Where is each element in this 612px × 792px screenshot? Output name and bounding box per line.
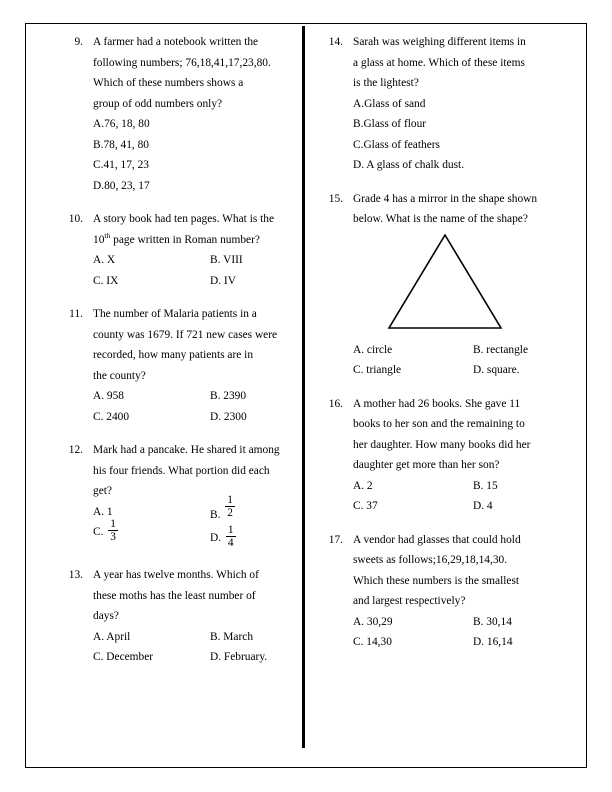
question-body: [93, 209, 295, 291]
option-row: [353, 612, 577, 633]
option-list: [93, 627, 295, 668]
question-number: 9.: [74, 36, 83, 48]
stem-line: books to her son and the remaining to: [353, 418, 525, 430]
option-row: [93, 407, 295, 428]
option-b[interactable]: B. 2390: [210, 390, 247, 402]
option-b[interactable]: B.Glass of flour: [353, 118, 427, 130]
option-list: [353, 476, 577, 517]
option-c[interactable]: C. 37: [353, 500, 378, 512]
fraction-numerator: 1: [110, 518, 116, 530]
stem-line: these moths has the least number of: [93, 589, 256, 602]
stem-line: daughter get more than her son?: [353, 459, 500, 471]
question-body: [353, 394, 577, 517]
question-stem: [93, 440, 295, 502]
question-15: [315, 189, 577, 381]
stem-line: A farmer had a notebook written the: [93, 36, 259, 48]
fraction-numerator: 1: [227, 493, 233, 506]
question-number: 10.: [68, 213, 83, 225]
stem-line: A year has twelve months. Which of: [93, 569, 259, 581]
option-b[interactable]: B.78, 41, 80: [93, 138, 150, 151]
question-stem: [93, 209, 295, 250]
question-body: [93, 440, 295, 552]
question-number: 11.: [69, 308, 83, 320]
option-b[interactable]: B. 15: [473, 479, 498, 492]
option-d[interactable]: D. 2300: [210, 410, 247, 423]
option-a[interactable]: A. circle: [353, 343, 393, 356]
question-12: [55, 440, 295, 552]
question-10: [55, 209, 295, 291]
question-13: [55, 565, 295, 668]
option-d[interactable]: D. square.: [473, 364, 520, 376]
option-list: [353, 94, 577, 176]
stem-line: Which these numbers is the smallest: [353, 574, 520, 587]
question-body: [353, 530, 577, 653]
option-d[interactable]: D. 4: [473, 500, 493, 512]
stem-line: Mark had a pancake. He shared it among: [93, 444, 280, 456]
stem-line: and largest respectively?: [353, 595, 466, 607]
ordinal-superscript: th: [104, 230, 111, 240]
right-question-column: [315, 32, 577, 666]
option-b[interactable]: B. $\frac{1}{2}$: [210, 493, 233, 521]
option-row: [353, 476, 577, 497]
stem-line: recorded, how many patients are in: [93, 349, 254, 361]
stem-line: following numbers; 76,18,41,17,23,80.: [93, 56, 271, 69]
stem-line: his four friends. What portion did each: [93, 464, 270, 477]
option-c[interactable]: C. 2400: [93, 410, 130, 423]
triangle-shape: [375, 232, 565, 336]
stem-line: The number of Malaria patients in a: [93, 308, 257, 320]
option-list: [93, 493, 295, 553]
option-list: [93, 250, 295, 291]
option-row: [93, 627, 295, 648]
question-body: [93, 565, 295, 668]
question-stem: [93, 565, 295, 627]
option-b[interactable]: B. 30,14: [473, 615, 512, 628]
option-a[interactable]: A. 958: [93, 390, 125, 402]
stem-line: Sarah was weighing different items in: [353, 36, 526, 48]
stem-line: county was 1679. If 721 new cases were: [93, 328, 278, 341]
fraction: [226, 524, 236, 550]
option-d[interactable]: D. 16,14: [473, 636, 513, 648]
stem-line: Grade 4 has a mirror in the shape shown: [353, 192, 538, 205]
option-c[interactable]: C.41, 17, 23: [93, 159, 150, 171]
stem-line: days?: [93, 610, 119, 622]
option-row: [93, 647, 295, 668]
option-d[interactable]: D.80, 23, 17: [93, 179, 150, 192]
option-b[interactable]: B. March: [210, 630, 254, 643]
question-number: 13.: [68, 569, 83, 581]
question-body: [353, 189, 577, 381]
question-17: [315, 530, 577, 653]
option-a[interactable]: A. April: [93, 630, 131, 643]
fraction-denominator: 4: [227, 537, 234, 550]
question-stem: [93, 304, 295, 386]
fraction-denominator: 2: [227, 506, 233, 519]
option-d[interactable]: D. A glass of chalk dust.: [353, 159, 465, 171]
question-14: [315, 32, 577, 176]
question-stem: [353, 394, 577, 476]
option-row: [93, 271, 295, 292]
option-a[interactable]: A.Glass of sand: [353, 97, 426, 110]
question-number: 12.: [68, 444, 83, 456]
question-number: 15.: [328, 192, 343, 205]
stem-line: get?: [93, 485, 112, 497]
option-a[interactable]: A.76, 18, 80: [93, 118, 150, 130]
triangle-figure: [353, 232, 577, 336]
question-11: [55, 304, 295, 427]
option-d[interactable]: D. February.: [210, 651, 268, 663]
stem-line: 10th page written in Roman number?: [93, 230, 260, 246]
stem-line: is the lightest?: [353, 77, 419, 89]
option-row: [93, 386, 295, 407]
stem-line: a glass at home. Which of these items: [353, 56, 525, 69]
fraction-numerator: 1: [227, 524, 234, 536]
option-c[interactable]: C. $\frac{1}{3}$: [93, 518, 116, 544]
stem-line: A vendor had glasses that could hold: [353, 533, 521, 546]
question-body: [353, 32, 577, 176]
option-a[interactable]: A. 1: [93, 505, 113, 518]
stem-line: A mother had 26 books. She gave 11: [353, 397, 521, 410]
option-list: [93, 114, 295, 196]
question-number: 14.: [328, 36, 343, 48]
option-d[interactable]: D. $\frac{1}{4}$: [210, 524, 234, 550]
question-9: [55, 32, 295, 196]
question-16: [315, 394, 577, 517]
stem-line: the county?: [93, 369, 146, 382]
option-a[interactable]: A. 30,29: [353, 615, 393, 628]
question-stem: [353, 189, 577, 230]
question-stem: [93, 32, 295, 114]
option-a[interactable]: A. 2: [353, 479, 373, 492]
stem-line: group of odd numbers only?: [93, 97, 223, 110]
option-a[interactable]: A. X: [93, 254, 116, 266]
option-c[interactable]: C. 14,30: [353, 636, 392, 648]
stem-line: Which of these numbers shows a: [93, 77, 244, 89]
fraction: [108, 518, 118, 544]
question-number: 16.: [328, 397, 343, 410]
option-row: [353, 632, 577, 653]
question-number: 17.: [328, 533, 343, 546]
question-stem: [353, 32, 577, 94]
option-row: [353, 496, 577, 517]
stem-line: sweets as follows;16,29,18,14,30.: [353, 554, 508, 566]
option-c[interactable]: C.Glass of feathers: [353, 138, 440, 151]
fraction-denominator: 3: [110, 531, 116, 544]
option-d[interactable]: D. IV: [210, 274, 236, 287]
option-list: [93, 386, 295, 427]
fraction: [225, 494, 235, 520]
option-row: [353, 360, 577, 381]
question-body: [93, 32, 295, 196]
option-row: [353, 340, 577, 361]
option-b[interactable]: B. VIII: [210, 254, 243, 266]
option-c[interactable]: C. December: [93, 651, 154, 663]
option-list: [353, 340, 577, 381]
option-row: [93, 250, 295, 271]
stem-line: her daughter. How many books did her: [353, 438, 531, 451]
question-stem: [353, 530, 577, 612]
stem-line: below. What is the name of the shape?: [353, 213, 528, 225]
option-b[interactable]: B. rectangle: [473, 343, 529, 356]
option-c[interactable]: C. IX: [93, 274, 119, 287]
option-list: [353, 612, 577, 653]
stem-line: A story book had ten pages. What is the: [93, 213, 275, 225]
option-c[interactable]: C. triangle: [353, 364, 402, 376]
left-question-column: [55, 32, 295, 681]
question-body: [93, 304, 295, 427]
